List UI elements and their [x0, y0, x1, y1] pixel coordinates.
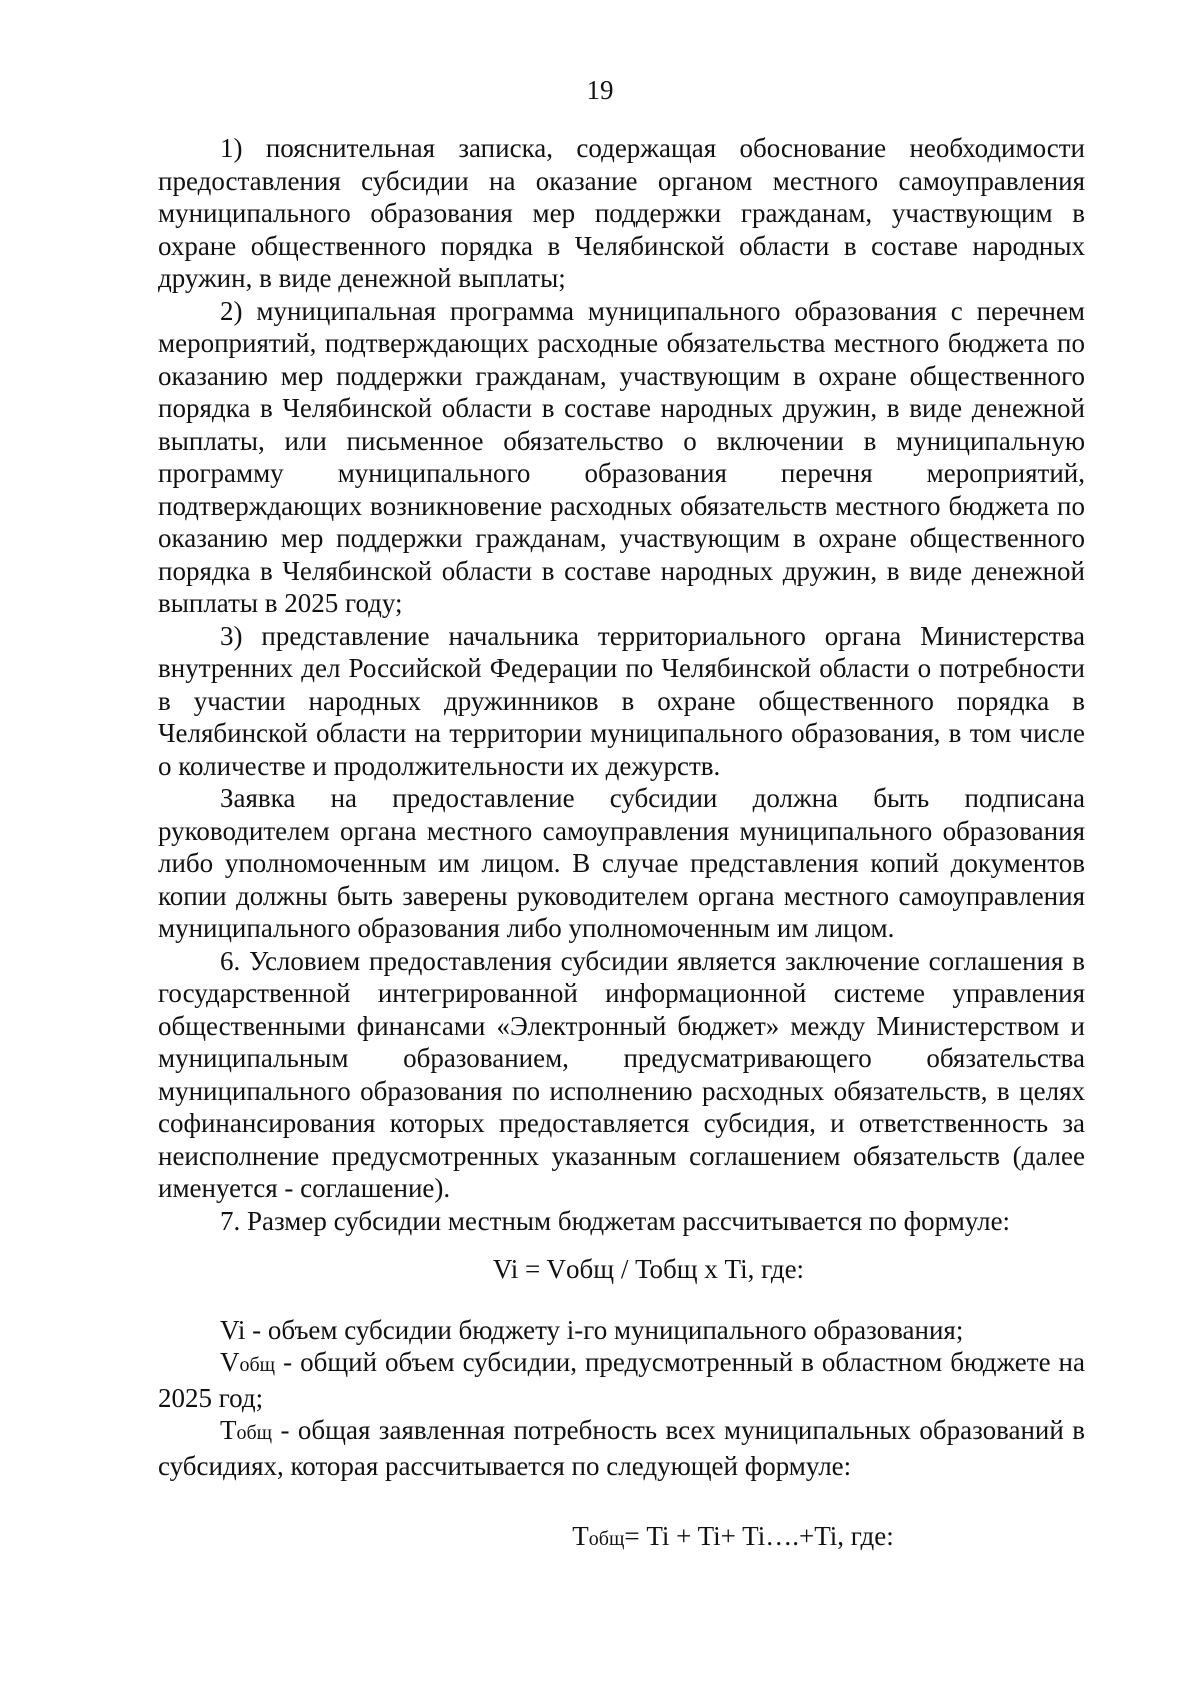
definition-vi-symbol: Vi [220, 1314, 246, 1345]
formula-total-need-text: = Ti + Ti+ Ti….+Ti, где: [624, 1521, 894, 1551]
formula-total-need [158, 1520, 1085, 1556]
paragraph-condition-agreement: 6. Условием предоставления субсидии является заключение соглашения в государственной интегрированной информационной системе управления общественными финансами «Электронный бюджет» между Министерством и муниципальным образованием, предусматривающего обязательства муниципального образования по исполнению расходных обязательств, в целях софинансирования которых предоставляется субсидия, и ответственность за неисполнение предусмотренных указанным соглашением обязательств (далее именуется - соглашение). [158, 945, 1085, 1203]
definition-tobsch-text: - общая заявленная потребность всех муниципальных образований в субсидиях, которая рассчитывается по следующей формуле: [158, 1415, 1085, 1481]
paragraph-ministry-submission: 3) представление начальника территориального органа Министерства внутренних дел Российской Федерации по Челябинской области о потребности в участии народных дружинников в охране общественного порядка в Челябинской области на территории муниципального образования, в том числе о количестве и продолжительности их дежурств. [158, 620, 1085, 781]
definition-vi [158, 1314, 1085, 1347]
definition-vobsch-subscript: общ [239, 1354, 276, 1376]
definition-vobsch-text: - общий объем субсидии, предусмотренный в областном бюджете на 2025 год; [158, 1347, 1085, 1413]
paragraph-explanatory-note: 1) пояснительная записка, содержащая обоснование необходимости предоставления субсидии на оказание органом местного самоуправления муниципального образования мер поддержки гражданам, участвующим в охране общественного порядка в Челябинской области в составе народных дружин, в виде денежной выплаты; [158, 133, 1085, 293]
document-body [158, 132, 1085, 1556]
paragraph-subsidy-size: 7. Размер субсидии местным бюджетам рассчитывается по формуле: [220, 1205, 1011, 1236]
formula-total-need-subscript: общ [588, 1528, 625, 1550]
page-number: 19 [586, 75, 614, 105]
paragraph-application-signature: Заявка на предоставление субсидии должна быть подписана руководителем органа местного самоуправления муниципального образования либо уполномоченным им лицом. В случае представления копий документов копии должны быть заверены руководителем органа местного самоуправления муниципального образования либо уполномоченным им лицом. [158, 783, 1085, 943]
definition-tobsch-symbol: Т [220, 1415, 237, 1445]
definition-vi-text: - объем субсидии бюджету i-го муниципального образования; [245, 1314, 964, 1345]
formula-total-need-symbol: Т [572, 1521, 589, 1551]
definition-tobsch-subscript: общ [236, 1422, 273, 1444]
formula-subsidy-volume: Vi = Vобщ / Тобщ х Ti, где: [492, 1254, 805, 1284]
definition-vobsch-symbol: V [220, 1347, 240, 1377]
definition-vobsch [158, 1346, 1085, 1414]
definition-tobsch [158, 1414, 1085, 1482]
paragraph-municipal-program: 2) муниципальная программа муниципального образования с перечнем мероприятий, подтверждающих расходные обязательства местного бюджета по оказанию мер поддержки гражданам, участвующим в охране общественного порядка в Челябинской области в составе народных дружин, в виде денежной выплаты, или письменное обязательство о включении в муниципальную программу муниципального образования перечня мероприятий, подтверждающих возникновение расходных обязательств местного бюджета по оказанию мер поддержки гражданам, участвующим в охране общественного порядка в Челябинской области в составе народных дружин, в виде денежной выплаты в 2025 году; [158, 295, 1085, 618]
